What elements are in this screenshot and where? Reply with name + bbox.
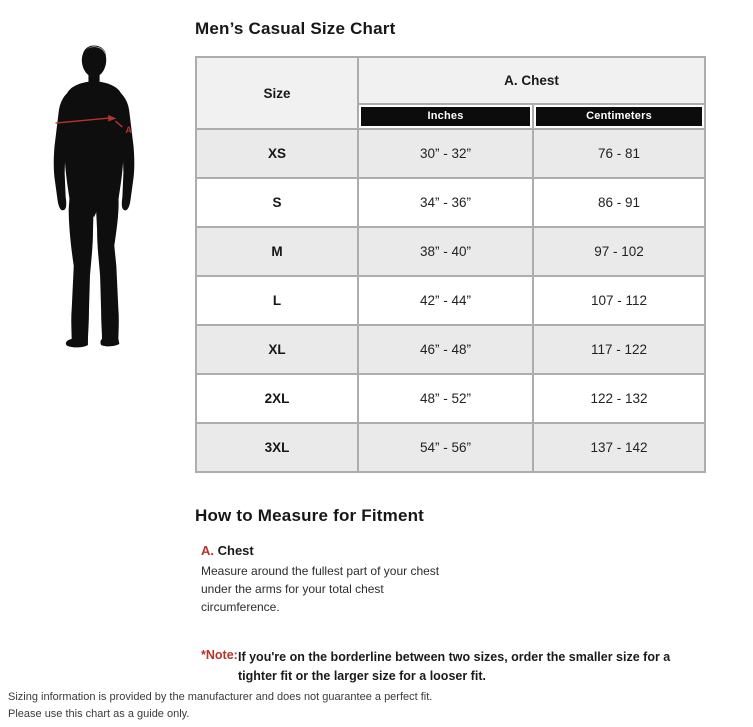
- size-chart-table: [195, 56, 706, 473]
- unit-header-inches: Inches: [361, 107, 530, 126]
- size-cell: S: [196, 178, 358, 227]
- table-row-m: [196, 227, 705, 276]
- measure-item-chest: [195, 543, 704, 616]
- male-silhouette-figure: [40, 45, 144, 349]
- centimeters-cell: 76 - 81: [533, 129, 705, 178]
- centimeters-cell: 137 - 142: [533, 423, 705, 472]
- inches-cell: 30” - 32”: [358, 129, 533, 178]
- size-cell: XS: [196, 129, 358, 178]
- centimeters-cell: 97 - 102: [533, 227, 705, 276]
- centimeters-cell: 122 - 132: [533, 374, 705, 423]
- measure-item-name: Chest: [217, 543, 254, 558]
- inches-cell: 42” - 44”: [358, 276, 533, 325]
- column-header-size: Size: [196, 57, 358, 129]
- column-header-chest: A. Chest: [358, 57, 705, 104]
- size-cell: M: [196, 227, 358, 276]
- inches-cell: 54” - 56”: [358, 423, 533, 472]
- inches-cell: 46” - 48”: [358, 325, 533, 374]
- how-to-measure-heading: How to Measure for Fitment: [195, 506, 425, 525]
- body-silhouette: [54, 46, 135, 348]
- unit-header-inches-cell: [358, 104, 533, 129]
- note-label: *Note:: [201, 648, 238, 662]
- note-text: If you're on the borderline between two sizes, order the smaller size for a tighter fit or the larger size for a looser fit.: [238, 650, 671, 683]
- footer-disclaimer: [8, 689, 432, 723]
- table-row-3xl: [196, 423, 705, 472]
- measure-item-label: [201, 543, 704, 558]
- unit-header-centimeters: Centimeters: [536, 107, 702, 126]
- page-title: Men’s Casual Size Chart: [195, 19, 396, 38]
- table-row-xs: [196, 129, 705, 178]
- centimeters-cell: 86 - 91: [533, 178, 705, 227]
- size-cell: 2XL: [196, 374, 358, 423]
- table-row-xl: [196, 325, 705, 374]
- male-silhouette-svg: [40, 45, 144, 349]
- measure-item-description: Measure around the fullest part of your chest under the arms for your total chest circumference.: [201, 564, 440, 614]
- table-row-2xl: [196, 374, 705, 423]
- footer-line-1: Sizing information is provided by the manufacturer and does not guarantee a perfect fit.: [8, 691, 433, 703]
- measure-item-letter: A.: [201, 543, 214, 558]
- sizing-note: [195, 648, 704, 686]
- centimeters-cell: 107 - 112: [533, 276, 705, 325]
- inches-cell: 38” - 40”: [358, 227, 533, 276]
- chest-marker-label: A: [125, 125, 133, 136]
- table-row-s: [196, 178, 705, 227]
- centimeters-cell: 117 - 122: [533, 325, 705, 374]
- inches-cell: 48” - 52”: [358, 374, 533, 423]
- footer-line-2: Please use this chart as a guide only.: [8, 708, 190, 721]
- content-column: [195, 12, 704, 686]
- size-cell: 3XL: [196, 423, 358, 472]
- size-cell: L: [196, 276, 358, 325]
- unit-header-centimeters-cell: [533, 104, 705, 129]
- size-cell: XL: [196, 325, 358, 374]
- table-row-l: [196, 276, 705, 325]
- inches-cell: 34” - 36”: [358, 178, 533, 227]
